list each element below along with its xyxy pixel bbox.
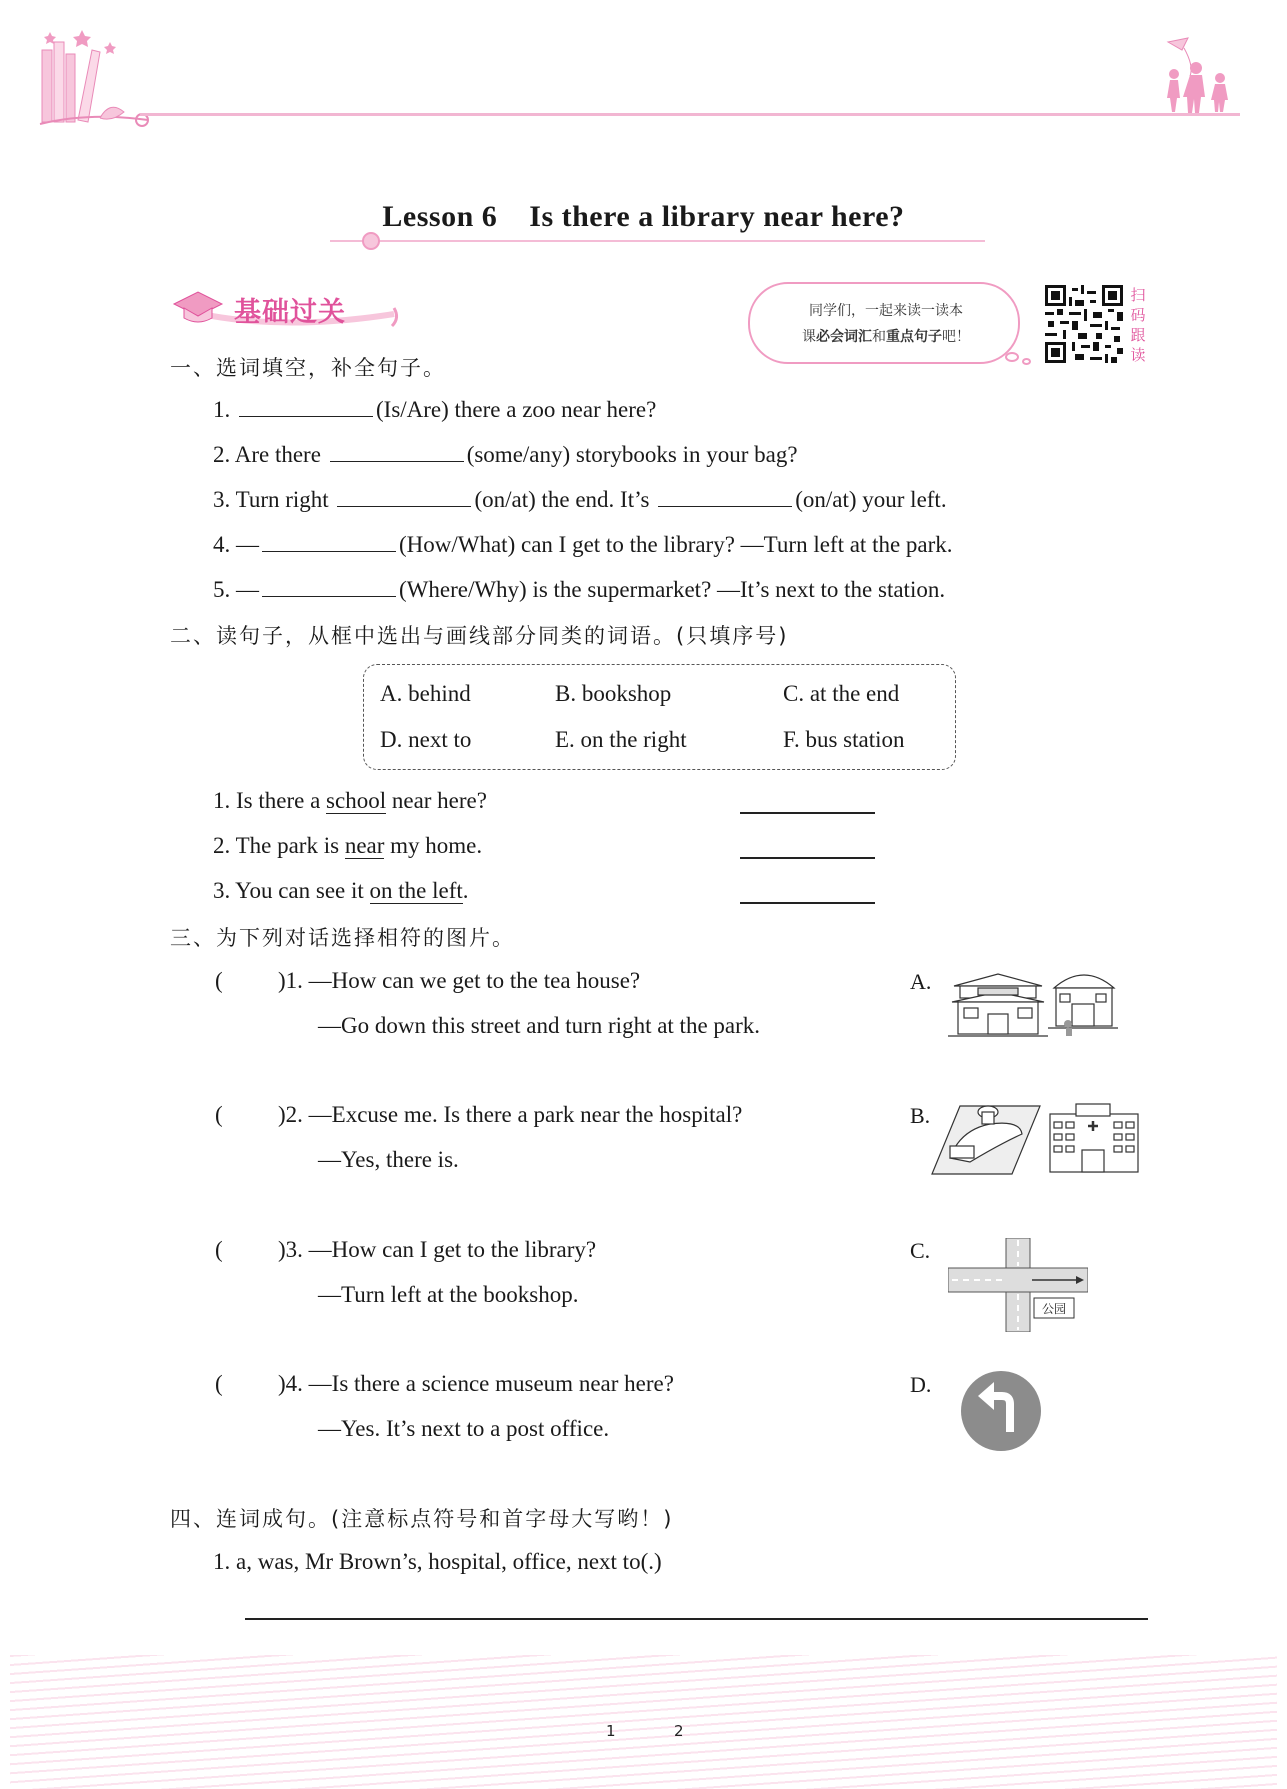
sentence-text: . bbox=[462, 878, 469, 903]
item-number: 2. bbox=[213, 442, 231, 467]
item-options: (Is/Are) bbox=[376, 397, 449, 422]
picture-letter-c: C. bbox=[910, 1238, 931, 1263]
part1-item-4 bbox=[213, 530, 953, 558]
page-number-right: 2 bbox=[674, 1722, 684, 1740]
part4-heading: 四、连词成句。(注意标点符号和首字母大写哟！) bbox=[170, 1507, 674, 1531]
answer-blank[interactable] bbox=[658, 485, 792, 507]
word-options-box bbox=[363, 664, 956, 770]
bubble-text-pre: 课 bbox=[802, 329, 816, 345]
section-banner bbox=[172, 286, 402, 330]
picture-letter-d: D. bbox=[910, 1372, 932, 1397]
answer-paren-open: ( bbox=[215, 1102, 223, 1127]
dialogue-3-paren[interactable] bbox=[215, 1237, 223, 1263]
dialogue-question: —Excuse me. Is there a park near the hospital? bbox=[308, 1102, 743, 1127]
header-decoration-right bbox=[1160, 36, 1240, 118]
qr-code-icon bbox=[1045, 285, 1123, 363]
dialogue-question: —How can we get to the tea house? bbox=[308, 968, 641, 993]
part4-item-1 bbox=[213, 1549, 662, 1575]
item-text: there a zoo near here? bbox=[454, 397, 657, 422]
answer-blank[interactable] bbox=[740, 902, 875, 904]
item-number: 4. bbox=[213, 532, 231, 557]
crossroad-icon bbox=[948, 1238, 1088, 1332]
item-number: 5. bbox=[213, 577, 231, 602]
bubble-tail-small bbox=[1022, 358, 1031, 365]
scan-label-char: 跟 bbox=[1130, 326, 1146, 344]
item-number: 1. bbox=[213, 397, 231, 422]
dialogue-number: )2. bbox=[278, 1102, 303, 1127]
footer-band bbox=[10, 1655, 1277, 1789]
answer-line[interactable] bbox=[245, 1618, 1148, 1620]
dialogue-1-answer: —Go down this street and turn right at the park. bbox=[318, 1013, 761, 1038]
picture-c[interactable] bbox=[948, 1238, 1088, 1332]
dialogue-2-paren[interactable] bbox=[215, 1102, 223, 1128]
item-text: can I get to the library? —Turn left at the park. bbox=[521, 532, 953, 557]
bubble-text-post: 吧！ bbox=[942, 329, 970, 345]
picture-letter-a: A. bbox=[910, 969, 932, 994]
sentence-text: Is there a bbox=[236, 788, 321, 813]
dialogue-4-paren[interactable] bbox=[215, 1371, 223, 1397]
item-text: — bbox=[236, 577, 259, 602]
item-options: (on/at) bbox=[474, 487, 536, 512]
dialogue-2-answer: —Yes, there is. bbox=[318, 1147, 459, 1172]
scan-label-char: 码 bbox=[1130, 306, 1146, 324]
sentence-text: near here? bbox=[391, 788, 487, 813]
answer-paren-open: ( bbox=[215, 968, 223, 993]
lesson-title: Lesson 6 Is there a library near here? bbox=[382, 200, 905, 233]
dialogue-number: )3. bbox=[278, 1237, 303, 1262]
sentence-text: my home. bbox=[390, 833, 483, 858]
part1-item-3 bbox=[213, 485, 947, 513]
item-text: Are there bbox=[234, 442, 321, 467]
item-text: — bbox=[236, 532, 259, 557]
dialogue-2-question bbox=[278, 1102, 742, 1128]
item-number: 1. bbox=[213, 1549, 231, 1574]
picture-b[interactable] bbox=[930, 1100, 1152, 1178]
dialogue-question: —Is there a science museum near here? bbox=[308, 1371, 674, 1396]
sentence-text: The park is bbox=[235, 833, 340, 858]
item-options: (Where/Why) bbox=[399, 577, 527, 602]
dialogue-4-question bbox=[278, 1371, 674, 1397]
title-dot bbox=[362, 232, 380, 250]
speech-bubble bbox=[748, 282, 1020, 364]
scan-label-char: 读 bbox=[1130, 346, 1146, 364]
dialogue-3-answer: —Turn left at the bookshop. bbox=[318, 1282, 579, 1307]
dialogue-question: —How can I get to the library? bbox=[308, 1237, 597, 1262]
header-rule bbox=[140, 113, 1240, 116]
dialogue-1-paren[interactable] bbox=[215, 968, 223, 994]
word-option: F. bus station bbox=[783, 727, 905, 752]
dialogue-4-answer: —Yes. It’s next to a post office. bbox=[318, 1416, 610, 1441]
dialogue-number: )1. bbox=[278, 968, 303, 993]
word-option: C. at the end bbox=[783, 681, 900, 706]
answer-blank[interactable] bbox=[337, 485, 471, 507]
item-number: 3. bbox=[213, 487, 231, 512]
scan-label bbox=[1128, 285, 1148, 365]
qr-code[interactable] bbox=[1045, 285, 1123, 363]
part1-heading: 一、选词填空，补全句子。 bbox=[170, 356, 446, 380]
bubble-bold-words: 必会词汇 bbox=[816, 329, 872, 345]
park-sign-label: 公园 bbox=[1041, 1302, 1066, 1316]
page-number-left: 1 bbox=[606, 1722, 616, 1740]
item-text: is the supermarket? —It’s next to the station. bbox=[532, 577, 946, 602]
bubble-line-2 bbox=[750, 326, 1022, 346]
title-underline bbox=[330, 240, 985, 242]
picture-d[interactable] bbox=[958, 1368, 1044, 1454]
part2-sentence-2 bbox=[213, 833, 482, 859]
part3-heading: 三、为下列对话选择相符的图片。 bbox=[170, 926, 515, 950]
answer-blank[interactable] bbox=[262, 575, 396, 597]
turn-left-sign-icon bbox=[958, 1368, 1044, 1454]
answer-paren-open: ( bbox=[215, 1237, 223, 1262]
part1-item-2 bbox=[213, 440, 798, 468]
dialogue-3-question bbox=[278, 1237, 596, 1263]
item-text: Turn right bbox=[235, 487, 329, 512]
word-option: A. behind bbox=[380, 681, 471, 706]
item-options: (How/What) bbox=[399, 532, 516, 557]
answer-paren-open: ( bbox=[215, 1371, 223, 1396]
item-text: storybooks in your bag? bbox=[575, 442, 798, 467]
item-number: 3. bbox=[213, 878, 231, 903]
sentence-text: You can see it bbox=[235, 878, 364, 903]
picture-letter-b: B. bbox=[910, 1103, 931, 1128]
item-text: your left. bbox=[862, 487, 947, 512]
picture-a[interactable] bbox=[948, 958, 1120, 1040]
underlined-word: on the left bbox=[369, 878, 463, 903]
underlined-word: near bbox=[344, 833, 385, 858]
park-hospital-icon bbox=[930, 1100, 1152, 1178]
bubble-text-mid: 和 bbox=[872, 329, 886, 345]
answer-blank[interactable] bbox=[330, 440, 464, 462]
part2-sentence-3 bbox=[213, 878, 469, 904]
item-options: (some/any) bbox=[466, 442, 571, 467]
word-option: B. bookshop bbox=[555, 681, 672, 706]
dialogue-number: )4. bbox=[278, 1371, 303, 1396]
item-number: 2. bbox=[213, 833, 231, 858]
part1-item-5 bbox=[213, 575, 945, 603]
word-option: D. next to bbox=[380, 727, 472, 752]
dialogue-1-question bbox=[278, 968, 640, 994]
bubble-bold-sentences: 重点句子 bbox=[886, 329, 942, 345]
scrambled-words: a, was, Mr Brown’s, hospital, office, next to(.) bbox=[236, 1549, 662, 1574]
part2-sentence-1 bbox=[213, 788, 487, 814]
item-options: (on/at) bbox=[795, 487, 857, 512]
underlined-word: school bbox=[326, 788, 387, 813]
bubble-tail bbox=[1005, 352, 1019, 362]
answer-blank[interactable] bbox=[239, 395, 373, 417]
part2-heading: 二、读句子，从框中选出与画线部分同类的词语。(只填序号) bbox=[170, 624, 789, 648]
children-kite-icon bbox=[1160, 36, 1240, 118]
answer-blank[interactable] bbox=[740, 857, 875, 859]
bubble-line-1: 同学们，一起来读一读本 bbox=[809, 303, 963, 319]
part1-item-1 bbox=[213, 395, 656, 423]
scan-label-char: 扫 bbox=[1130, 286, 1146, 304]
answer-blank[interactable] bbox=[740, 812, 875, 814]
answer-blank[interactable] bbox=[262, 530, 396, 552]
item-number: 1. bbox=[213, 788, 231, 813]
word-option: E. on the right bbox=[555, 727, 687, 752]
section-banner-label: 基础过关 bbox=[234, 297, 346, 328]
item-text: the end. It’s bbox=[541, 487, 650, 512]
buildings-teahouse-icon bbox=[948, 958, 1120, 1040]
